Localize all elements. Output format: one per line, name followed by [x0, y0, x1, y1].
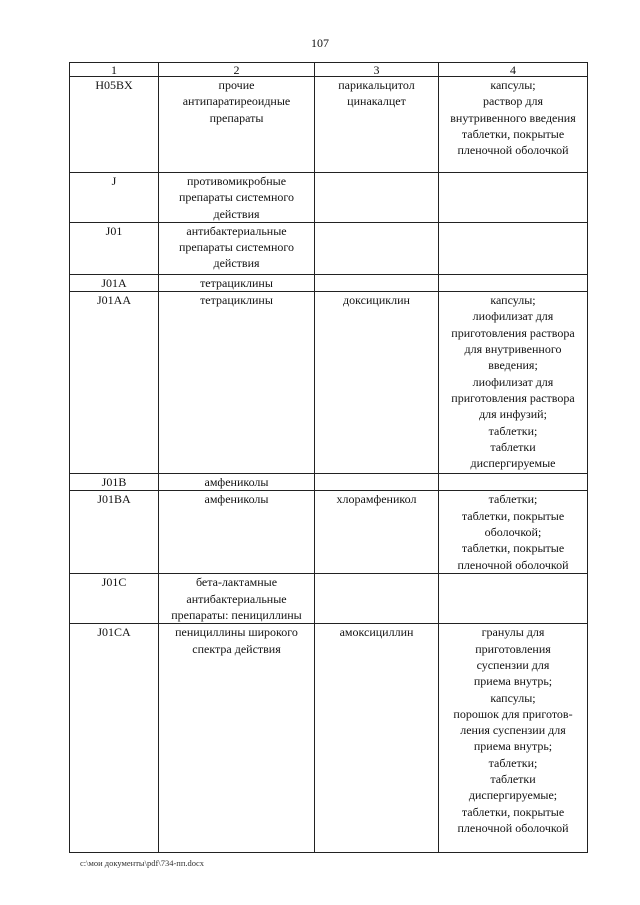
group-cell: прочие антипаратиреоидные препараты — [159, 77, 315, 173]
atc-code-cell: J01B — [70, 474, 159, 491]
table-row — [70, 491, 588, 574]
group-cell: тетрациклины — [159, 274, 315, 291]
atc-code-cell: J — [70, 173, 159, 223]
table-row — [70, 292, 588, 474]
atc-code-cell: J01BA — [70, 491, 159, 574]
column-header: 3 — [315, 63, 439, 77]
dosage-form-cell — [439, 574, 588, 624]
drug-cell: амоксициллин — [315, 624, 439, 853]
page-number: 107 — [311, 36, 329, 50]
atc-code-cell: H05BX — [70, 77, 159, 173]
table-header-row — [70, 63, 588, 77]
column-header: 2 — [159, 63, 315, 77]
atc-code-cell: J01 — [70, 222, 159, 274]
table-row — [70, 574, 588, 624]
dosage-form-cell: капсулы; раствор для внутривенного введения таблетки, покрытые пленочной оболочкой — [439, 77, 588, 173]
drug-cell — [315, 274, 439, 291]
group-cell: амфениколы — [159, 491, 315, 574]
table-row — [70, 77, 588, 173]
group-cell: пенициллины широкого спектра действия — [159, 624, 315, 853]
drug-cell — [315, 574, 439, 624]
dosage-form-cell: таблетки; таблетки, покрытые оболочкой; таблетки, покрытые пленочной оболочкой — [439, 491, 588, 574]
drug-table — [69, 62, 588, 853]
footer-file-path: c:\мои документы\pdf\734-пп.docx — [80, 858, 205, 868]
drug-cell — [315, 173, 439, 223]
group-cell: амфениколы — [159, 474, 315, 491]
column-header: 1 — [70, 63, 159, 77]
group-cell: противомикробные препараты системного действия — [159, 173, 315, 223]
drug-cell — [315, 222, 439, 274]
atc-code-cell: J01CA — [70, 624, 159, 853]
table-row — [70, 222, 588, 274]
group-cell: тетрациклины — [159, 292, 315, 474]
dosage-form-cell — [439, 474, 588, 491]
dosage-form-cell: гранулы для приготовления суспензии для приема внутрь; капсулы; порошок для приготов- ления суспензии для приема внутрь; таблетки; таблетки диспергируемые; таблетки, покрытые пленочной оболочкой — [439, 624, 588, 853]
dosage-form-cell — [439, 222, 588, 274]
atc-code-cell: J01AA — [70, 292, 159, 474]
dosage-form-cell — [439, 173, 588, 223]
dosage-form-cell — [439, 274, 588, 291]
dosage-form-cell: капсулы; лиофилизат для приготовления раствора для внутривенного введения; лиофилизат для приготовления раствора для инфузий; таблетки; таблетки диспергируемые — [439, 292, 588, 474]
column-header: 4 — [439, 63, 588, 77]
atc-code-cell: J01C — [70, 574, 159, 624]
drug-cell: парикальцитол цинакалцет — [315, 77, 439, 173]
drug-cell — [315, 474, 439, 491]
table-row — [70, 274, 588, 291]
group-cell: антибактериальные препараты системного действия — [159, 222, 315, 274]
group-cell: бета-лактамные антибактериальные препараты: пенициллины — [159, 574, 315, 624]
drug-cell: хлорамфеникол — [315, 491, 439, 574]
drug-cell: доксициклин — [315, 292, 439, 474]
table-row — [70, 173, 588, 223]
table-row — [70, 624, 588, 853]
atc-code-cell: J01A — [70, 274, 159, 291]
table-row — [70, 474, 588, 491]
